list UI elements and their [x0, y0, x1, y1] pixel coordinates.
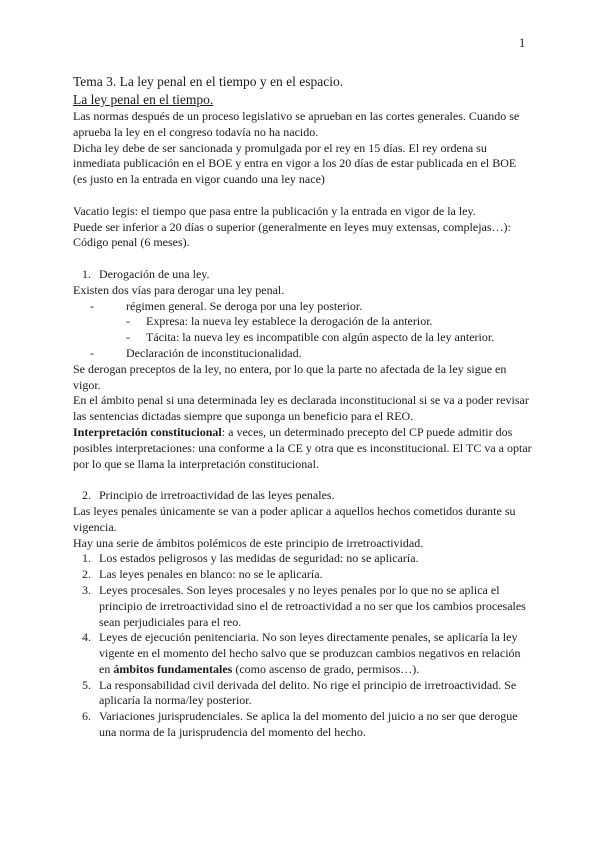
- document-body: [73, 73, 533, 741]
- sub-bullet-item: [73, 314, 533, 330]
- list-number: 4.: [82, 630, 91, 645]
- list-number: 5.: [82, 677, 91, 692]
- bold-term: Interpretación constitucional: [73, 424, 222, 439]
- paragraph-text: : a veces, un determinado precepto del CP puede admitir dos posibles interpretaciones: una conforme a la CE y otra que es inconstitucional. El TC va a optar por lo que se llama la interpretación constitucional.: [73, 424, 532, 471]
- list-item: [73, 567, 533, 583]
- section-1-heading: [73, 267, 533, 283]
- section-number: 1.: [82, 266, 91, 281]
- list-item: [73, 678, 533, 710]
- dash-marker: -: [126, 330, 130, 345]
- section-2-heading: [73, 488, 533, 504]
- list-text-part: (como ascenso de grado, permisos…).: [232, 661, 420, 676]
- list-text-part: Leyes de ejecución penitenciaria. No son leyes directamente penales, se aplicaría la ley vigente en el momento del hecho salvo que se produzcan cambios negativos en relación en: [99, 630, 521, 676]
- document-title: Tema 3. La ley penal en el tiempo y en el espacio.: [73, 74, 344, 89]
- list-item: [73, 630, 533, 677]
- intro-paragraph: Las normas después de un proceso legislativo se aprueban en las cortes generales. Cuando se aprueba la ley en el congreso todavía no ha nacido.: [73, 109, 520, 139]
- section-2-lead: Las leyes penales únicamente se van a poder aplicar a aquellos hechos cometidos durante su vigencia.: [73, 503, 516, 534]
- section-2-lead: Hay una serie de ámbitos polémicos de este principio de irretroactividad.: [73, 535, 424, 550]
- vacatio-paragraph: Puede ser inferior a 20 días o superior (generalmente en leyes muy extensas, complejas…): Código penal (6 meses).: [73, 219, 511, 250]
- vacatio-paragraph: Vacatio legis: el tiempo que pasa entre la publicación y la entrada en vigor de la ley.: [73, 203, 476, 218]
- list-text: Leyes procesales. Son leyes procesales y no leyes penales por lo que no se aplica el principio de irretroactividad sino el de retroactividad a no ser que los cambios procesales sean perjudiciales para el reo.: [99, 582, 526, 629]
- body-paragraph: Se derogan preceptos de la ley, no entera, por lo que la parte no afectada de la ley sigue en vigor.: [73, 361, 507, 392]
- section-heading: Derogación de una ley.: [99, 266, 210, 281]
- bold-term: ámbitos fundamentales: [113, 661, 233, 676]
- dash-marker: -: [126, 314, 130, 329]
- list-text: Las leyes penales en blanco: no se le aplicaría.: [99, 567, 323, 582]
- section-heading: Principio de irretroactividad de las leyes penales.: [99, 488, 335, 503]
- dash-marker: -: [90, 345, 94, 360]
- bullet-item: [73, 346, 533, 362]
- list-number: 2.: [82, 567, 91, 582]
- list-number: 3.: [82, 582, 91, 597]
- sub-bullet-item: [73, 330, 533, 346]
- section-subtitle: La ley penal en el tiempo.: [73, 92, 214, 107]
- list-item: [73, 583, 533, 630]
- body-paragraph: En el ámbito penal si una determinada ley es declarada inconstitucional si se va a poder revisar las sentencias dictadas siempre que suponga un beneficio para el REO.: [73, 393, 529, 424]
- section-1-lead: Existen dos vías para derogar una ley penal.: [73, 282, 285, 297]
- dash-marker: -: [90, 298, 94, 313]
- list-text: Los estados peligrosos y las medidas de seguridad: no se aplicaría.: [99, 551, 419, 566]
- list-item: [73, 709, 533, 741]
- list-item: [73, 551, 533, 567]
- list-text: [99, 630, 533, 677]
- page-number: 1: [519, 36, 526, 50]
- list-number: 6.: [82, 709, 91, 724]
- section-number: 2.: [82, 488, 91, 503]
- list-text: Variaciones jurisprudenciales. Se aplica la del momento del juicio a no ser que derogue una norma de la jurisprudencia del momento del hecho.: [99, 709, 518, 740]
- list-number: 1.: [82, 551, 91, 566]
- sub-bullet-text: Expresa: la nueva ley establece la derogación de la anterior.: [146, 314, 433, 329]
- bullet-text: régimen general. Se deroga por una ley posterior.: [126, 298, 363, 313]
- numbered-list: [73, 551, 533, 741]
- list-text: La responsabilidad civil derivada del delito. No rige el principio de irretroactividad. Se aplicaría la norma/ley posterior.: [99, 677, 517, 708]
- bullet-text: Declaración de inconstitucionalidad.: [126, 345, 302, 360]
- interpretation-paragraph: [73, 425, 533, 472]
- intro-paragraph: Dicha ley debe de ser sancionada y promulgada por el rey en 15 días. El rey ordena su inmediata publicación en el BOE y entra en vigor a los 20 días de estar publicada en el BOE (es justo en la entrada en vigor cuando una ley nace): [73, 140, 517, 187]
- bullet-item: [73, 299, 533, 315]
- sub-bullet-text: Tácita: la nueva ley es incompatible con algún aspecto de la ley anterior.: [146, 330, 495, 345]
